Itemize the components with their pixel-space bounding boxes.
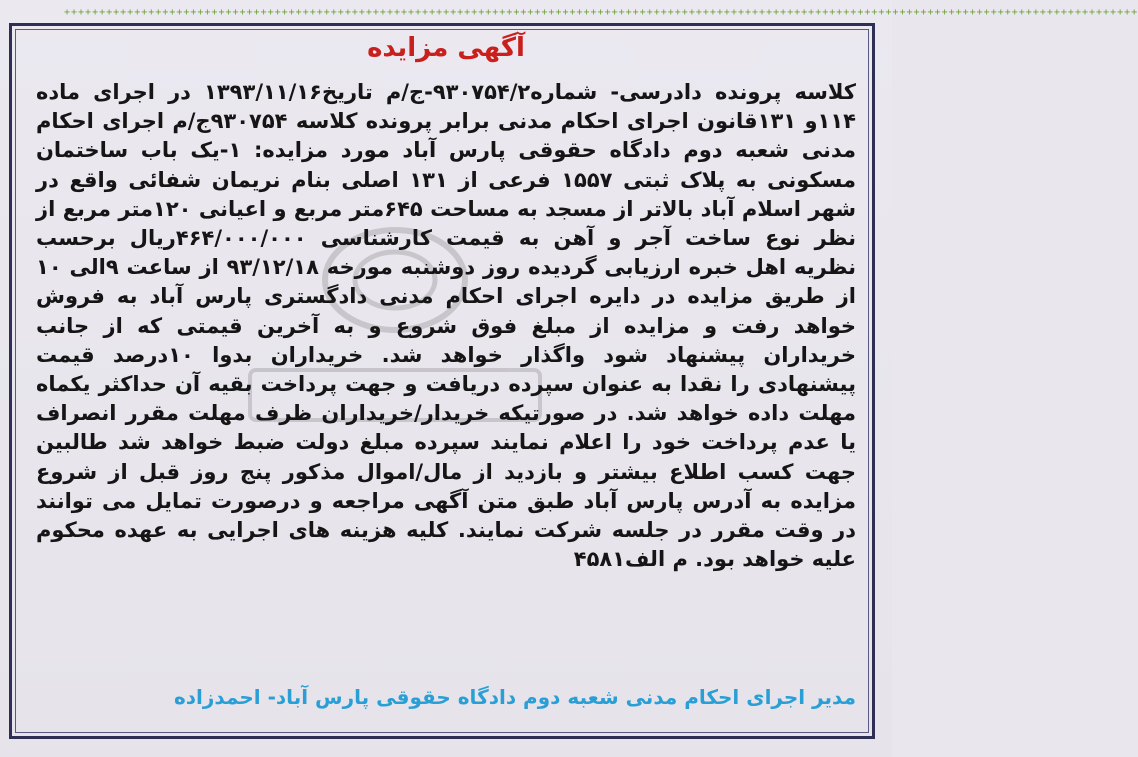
notice-signature: مدیر اجرای احکام مدنی شعبه دوم دادگاه حقوقی پارس آباد- احمدزاده bbox=[173, 685, 856, 709]
notice-title: آگهی مزایده bbox=[367, 33, 525, 63]
notice-body: کلاسه پرونده دادرسی- شماره۹۳۰۷۵۴/۲-ج/م تاریخ۱۳۹۳/۱۱/۱۶ در اجرای ماده ۱۱۴و ۱۳۱قانون اجرای احکام مدنی برابر پرونده کلاسه ۹۳۰۷۵۴ج/م اجرای احکام مدنی شعبه دوم دادگاه حقوقی پارس آباد مورد مزایده: ۱-یک باب ساختمان مسکونی به پلاک ثبتی ۱۵۵۷ فرعی از ۱۳۱ اصلی بنام نریمان شفائی واقع در شهر اسلام آباد بالاتر از مسجد به مساحت ۶۴۵متر مربع و اعیانی ۱۲۰متر مربع از نظر نوع ساخت آجر و آهن به قیمت کارشناسی ۴۶۴/۰۰۰/۰۰۰ریال برحسب نظریه اهل خبره ارزیابی گردیده روز دوشنبه مورخه ۹۳/۱۲/۱۸ از ساعت ۹الی ۱۰ از طریق مزایده در دایره اجرای احکام مدنی دادگستری پارس آباد به فروش خواهد رفت و مزایده از مبلغ فوق شروع و به آخرین قیمتی که از جانب خریداران پیشنهاد شود واگذار خواهد شد. خریداران بدوا ۱۰درصد قیمت پیشنهادی را نقدا به عنوان سپرده دریافت و جهت پرداخت بقیه آن حداکثر یکماه مهلت داده خواهد شد. در صورتیکه خریدار/خریداران ظرف مهلت مقرر انصراف یا عدم پرداخت خود را اعلام نمایند سپرده مبلغ دولت ضبط خواهد شد طالبین جهت کسب اطلاع بیشتر و بازدید از مال/اموال مذکور پنج روز قبل از شروع مزایده به آدرس پارس آباد طبق متن آگهی مراجعه و درصورت تمایل می توانند در وقت مقرر در جلسه شرکت نمایند. کلیه هزینه های اجرایی به عهده محکوم علیه خواهد بود. م الف۴۵۸۱ bbox=[36, 80, 857, 572]
decorative-top-rule: +++++++++++++++++++++++++++++++++++++++++++++++++++++++++++++++++++++++++++++++++++++++++++++++++++++++++++++++++++++++++++++++++++++++++++++++++++++++++ bbox=[64, 7, 1138, 18]
